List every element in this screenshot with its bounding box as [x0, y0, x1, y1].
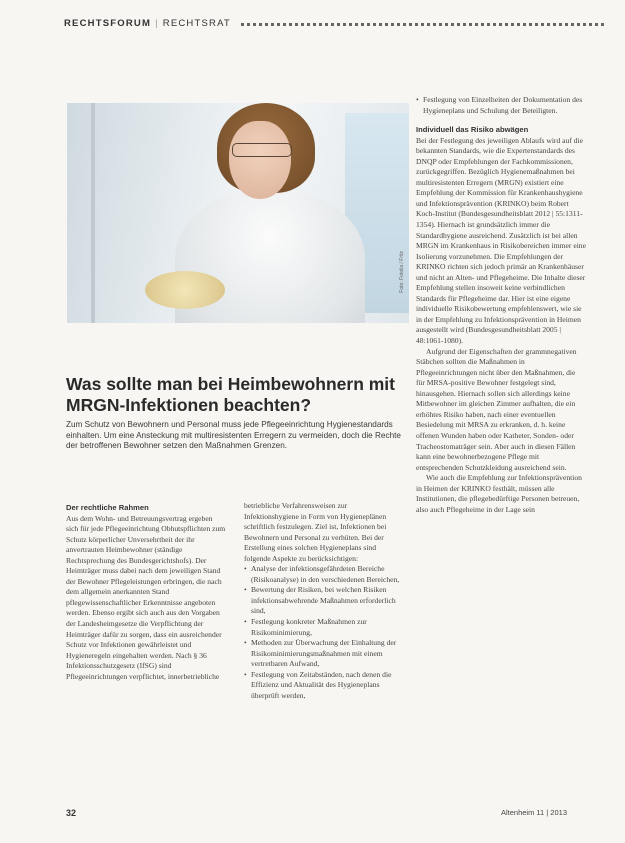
section-header	[64, 16, 604, 30]
paragraph: Wie auch die Empfehlung zur Infektionsprävention in Heimen der KRINKO festhält, müssen alle Institutionen, die pflegebedürftige Personen betreuen, also auch Pflegeheime in der Lage sein	[416, 473, 582, 514]
column-3	[416, 95, 586, 515]
article-title: Was sollte man bei Heimbewohnern mit MRGN-Infektionen beachten?	[66, 374, 395, 415]
journal-issue: Altenheim 11 | 2013	[500, 808, 567, 817]
list-item: • Analyse der infektionsgefährdeten Bereiche (Risikoanalyse) in den verschiedenen Bereichen,	[244, 564, 402, 585]
subheading-legal-framework: Der rechtliche Rahmen	[66, 503, 149, 512]
column-2	[244, 501, 402, 701]
article-lead: Zum Schutz von Bewohnern und Personal muss jede Pflegeeinrichtung Hygienestandards einhalten. Um eine Ansteckung mit multiresistenten Erregern zu vermeiden, doch die Rechte der betroffenen Bewohner setzen den Maßnahmen Grenzen.	[66, 420, 401, 451]
hygiene-plan-list-cont	[416, 95, 586, 116]
door-frame	[91, 103, 95, 323]
hygiene-plan-list	[244, 564, 402, 701]
glasses	[232, 143, 292, 157]
list-item: • Bewertung der Risiken, bei welchen Risiken infektionsabwehrende Maßnahmen erforderlich sind,	[244, 585, 402, 617]
list-item: • Methoden zur Überwachung der Einhaltung der Risikominimierungsmaßnahmen mit einem vertretbaren Aufwand,	[244, 638, 402, 670]
subheading-risk: Individuell das Risiko abwägen	[416, 125, 529, 135]
paragraph: Aufgrund der Eigenschaften der grammnegativen Stäbchen sollten die Maßnahmen in Pflegeeinrichtungen nicht über den Maßnahmen, die für MRSA-positive Bewohner festgelegt sind, hinausgehen. Hiernach sollen sich allerdings keine Mitbewohner im gleichen Zimmer aufhalten, die ein erhöhtes Risiko haben, nach einer eventuellen Besiedelung mit MRSA zu erkranken, d. h. keine offenen Wunden haben oder Katheter, Sonden- oder Tracheostomaträger sein. Aber auch in diesen Fällen kann eine bewohnerbezogene Pflege mit entsprechenden Schutzkleidung ausreichend sein.	[416, 346, 577, 472]
photo-credit: Foto: Fotolia / Fritz	[399, 251, 405, 293]
paragraph: betriebliche Verfahrensweisen zur Infektionshygiene in Form von Hygieneplänen schriftlich festzulegen. Ziel ist, Infektionen bei Bewohnern und Personal zu verhüten. Bei der Erstellung eines solchen Hygieneplans sind folgende Aspekte zu berücksichtigen:	[244, 501, 387, 563]
article-photo	[67, 103, 409, 323]
paragraph: Aus dem Wohn- und Betreuungsvertrag ergeben sich für jede Pflegeeinrichtung Obhutspflichten zum Schutz körperlicher Unversehrtheit der ihr anvertrauten Heimbewohner (ständige Rechtsprechung des Bundesgerichtshofs). Der Heimträger muss dabei nach dem jeweiligen Stand der Bewohner Pflegeleistungen erbringen, die nach dem allgemein anerkannten Stand pflegewissenschaftlicher Erkenntnisse angeboten werden. Ebenso ergibt sich auch aus den Vorgaben der Landesheimgesetze die Verpflichtung der Heimträger dafür zu sorgen, dass ein ausreichender Schutz vor Infektionen gewährleistet und Hygieneregeln eingehalten werden. Nach § 36 Infektionsschutzgesetz (IfSG) sind Pflegeeinrichtungen verpflichtet, innerbetriebliche	[66, 513, 226, 681]
list-item: • Festlegung von Einzelheiten der Dokumentation des Hygieneplans und Schulung der Beteiligten.	[416, 95, 586, 116]
list-item: • Festlegung von Zeitabständen, nach denen die Effizienz und Aktualität des Hygieneplans überprüft werden,	[244, 670, 402, 702]
section-name: RECHTSFORUM	[64, 17, 152, 29]
section-separator: |	[155, 17, 159, 29]
face	[229, 121, 291, 199]
gloves	[145, 271, 225, 309]
dotted-rule	[241, 22, 604, 26]
paragraph: Bei der Festlegung des jeweiligen Ablaufs wird auf die bekannten Standards, wie die Expertenstandards des DNQP oder Empfehlungen der Fachkommissionen, zurückgegriffen. Bezüglich Hygienemaßnahmen bei multiresistenten Erregern (MRGN) existiert eine Empfehlung der Kommission für Krankenhaushygiene und Infektionsprävention (KRINKO) beim Robert Koch-Institut (Bundesgesundheitsblatt 2012 | 55:1311-1354). Hiernach ist grundsätzlich immer die Standardhygiene ausreichend. Zusätzlich ist bei allen MRGN im Krankenhaus in Risikobereichen immer eine Isolierung vorzunehmen. Die Empfehlungen der KRINKO richten sich jedoch primär an Krankenhäuser und nicht an Alten- und Pflegeheime. Die Inhalte dieser Empfehlung stellen insoweit keine verbindlichen Standards für Pflegeheime dar. Hier ist eine eigene individuelle Risikobewertung empfehlenswert, wie sie in der Empfehlung zu Infektionsprävention in Heimen ausgestellt wird (Bundesgesundheitsblatt 2005 | 48:1061-1080).	[416, 135, 586, 346]
subsection-name: RECHTSRAT	[162, 17, 231, 29]
list-item: • Festlegung konkreter Maßnahmen zur Risikominimierung,	[244, 617, 402, 638]
page-number: 32	[66, 808, 77, 818]
column-1	[66, 503, 226, 682]
